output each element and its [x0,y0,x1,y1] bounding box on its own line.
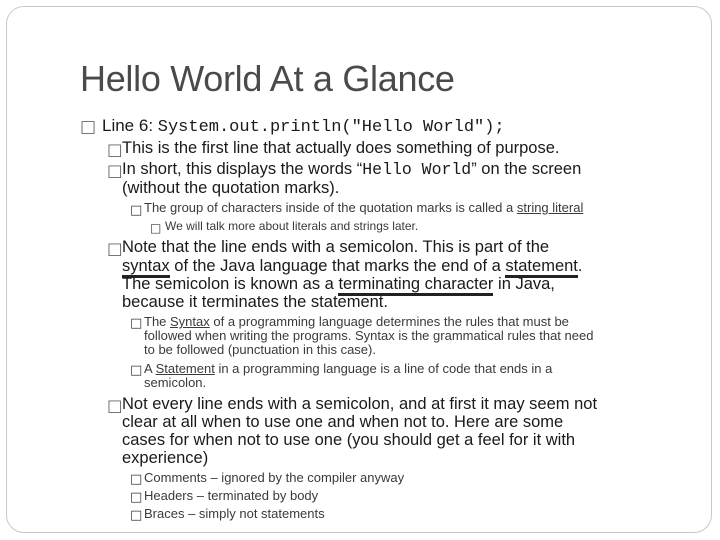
syntax-def-end: of a programming language determines the rules that must be [209,314,569,329]
bullet-icon: □ [130,490,143,505]
list-item: Headers – terminated by body [144,488,319,503]
syntax-mid: of the Java language that marks the end of a [169,257,506,275]
terminating-character-link[interactable]: terminating character [338,275,493,296]
displays-words-before: In short, this displays the words “ [122,160,363,178]
bullet-icon: □ [80,117,97,137]
line6-bullet [102,117,505,137]
slide-title: Hello World At a Glance [80,58,455,99]
statement-def-end: in a programming language is a line of code that ends in a [214,361,553,376]
not-every-line-line4: experience) [122,449,209,467]
line6-label: Line 6: [102,116,158,135]
displays-words-line2: (without the quotation marks). [122,179,340,197]
syntax-definition-line1 [144,315,569,329]
not-every-line-line3: cases for when not to use one (you should get a feel for it with [122,431,576,449]
string-literal-text [144,201,583,215]
bullet-icon: □ [130,508,143,523]
bullet-icon: □ [107,396,123,415]
semicolon-note-line3 [122,276,555,293]
statement-link[interactable]: statement [505,257,577,278]
line6-code: System.out.println("Hello World"); [157,118,505,137]
statement-definition-line2: semicolon. [144,375,207,390]
statement-definition-line1 [144,362,552,376]
bullet-icon: □ [107,239,123,258]
syntax-definition-line3: to be followed (punctuation in this case). [144,342,376,357]
displays-words-after: ” on the screen [471,160,582,178]
bullet-icon: □ [130,203,143,218]
syntax-definition-link[interactable]: Syntax [170,314,210,329]
bullet-icon: □ [107,161,123,180]
list-item: Comments – ignored by the compiler anyway [144,470,405,485]
bullet-icon: □ [130,316,143,331]
syntax-link[interactable]: syntax [122,257,170,278]
terminating-pre: The semicolon is known as a [122,275,339,293]
string-literal-link[interactable]: string literal [516,200,584,215]
syntax-def-pre: The [144,314,171,329]
statement-def-pre: A [144,361,156,376]
semicolon-note-line1: Note that the line ends with a semicolon. This is part of the [122,238,550,256]
terminating-end: in Java, [493,275,555,293]
syntax-definition-line2: followed when writing the programs. Syntax is the grammatical rules that need [144,328,594,343]
literals-later-text: We will talk more about literals and strings later. [165,219,419,233]
semicolon-note-line2 [122,258,582,275]
syntax-end: . [577,257,583,275]
bullet-icon: □ [150,221,162,235]
list-item: Braces – simply not statements [144,506,325,521]
displays-words-text [122,161,581,178]
bullet-icon: □ [130,363,143,378]
bullet-icon: □ [107,140,123,159]
first-line-purpose-text: This is the first line that actually does something of purpose. [122,139,560,157]
semicolon-note-line4: because it terminates the statement. [122,293,388,311]
hello-world-code: Hello World [362,160,472,179]
string-literal-desc: The group of characters inside of the quotation marks is called a [144,200,517,215]
statement-definition-link[interactable]: Statement [155,361,215,376]
not-every-line-line1: Not every line ends with a semicolon, and at first it may seem not [122,395,598,413]
bullet-icon: □ [130,472,143,487]
not-every-line-line2: clear at all when to use one and when not to. Here are some [122,413,564,431]
